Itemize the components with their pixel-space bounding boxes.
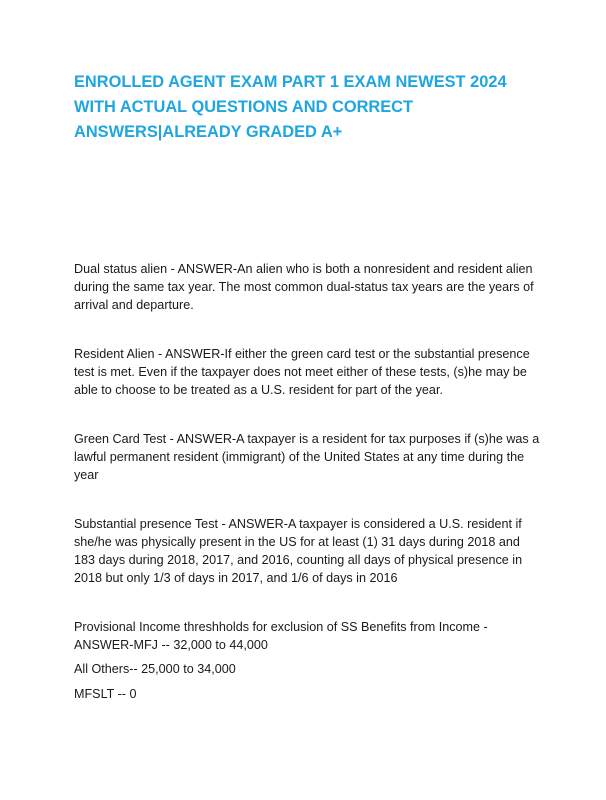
qa-entry-dual-status-alien: Dual status alien - ANSWER-An alien who is both a nonresident and resident alien during the same tax year. The most common dual-status tax years are the years of arrival and departure. [74, 262, 534, 312]
qa-entry-resident-alien: Resident Alien - ANSWER-If either the green card test or the substantial presence test is met. Even if the taxpayer does not meet either of these tests, (s)he may be able to choose to be treated as a U.S. resident for part of the year. [74, 347, 530, 397]
qa-entry-mfslt: MFSLT -- 0 [74, 687, 137, 701]
qa-entry-substantial-presence-test: Substantial presence Test - ANSWER-A taxpayer is considered a U.S. resident if she/he was physically present in the US for at least (1) 31 days during 2018 and 183 days during 2018, 2017, and 2016, counting all days of physical presence in 2018 but only 1/3 of days in 2017, and 1/6 of days in 2016 [74, 517, 523, 585]
qa-entry-all-others: All Others-- 25,000 to 34,000 [74, 662, 236, 676]
qa-entry-provisional-income: Provisional Income threshholds for exclusion of SS Benefits from Income - ANSWER-MFJ -- 32,000 to 44,000 [74, 620, 488, 652]
document-title: ENROLLED AGENT EXAM PART 1 EXAM NEWEST 2024 WITH ACTUAL QUESTIONS AND CORRECT ANSWERS|ALREADY GRADED A+ [74, 73, 507, 141]
qa-entry-green-card-test: Green Card Test - ANSWER-A taxpayer is a resident for tax purposes if (s)he was a lawful permanent resident (immigrant) of the United States at any time during the year [74, 432, 540, 482]
